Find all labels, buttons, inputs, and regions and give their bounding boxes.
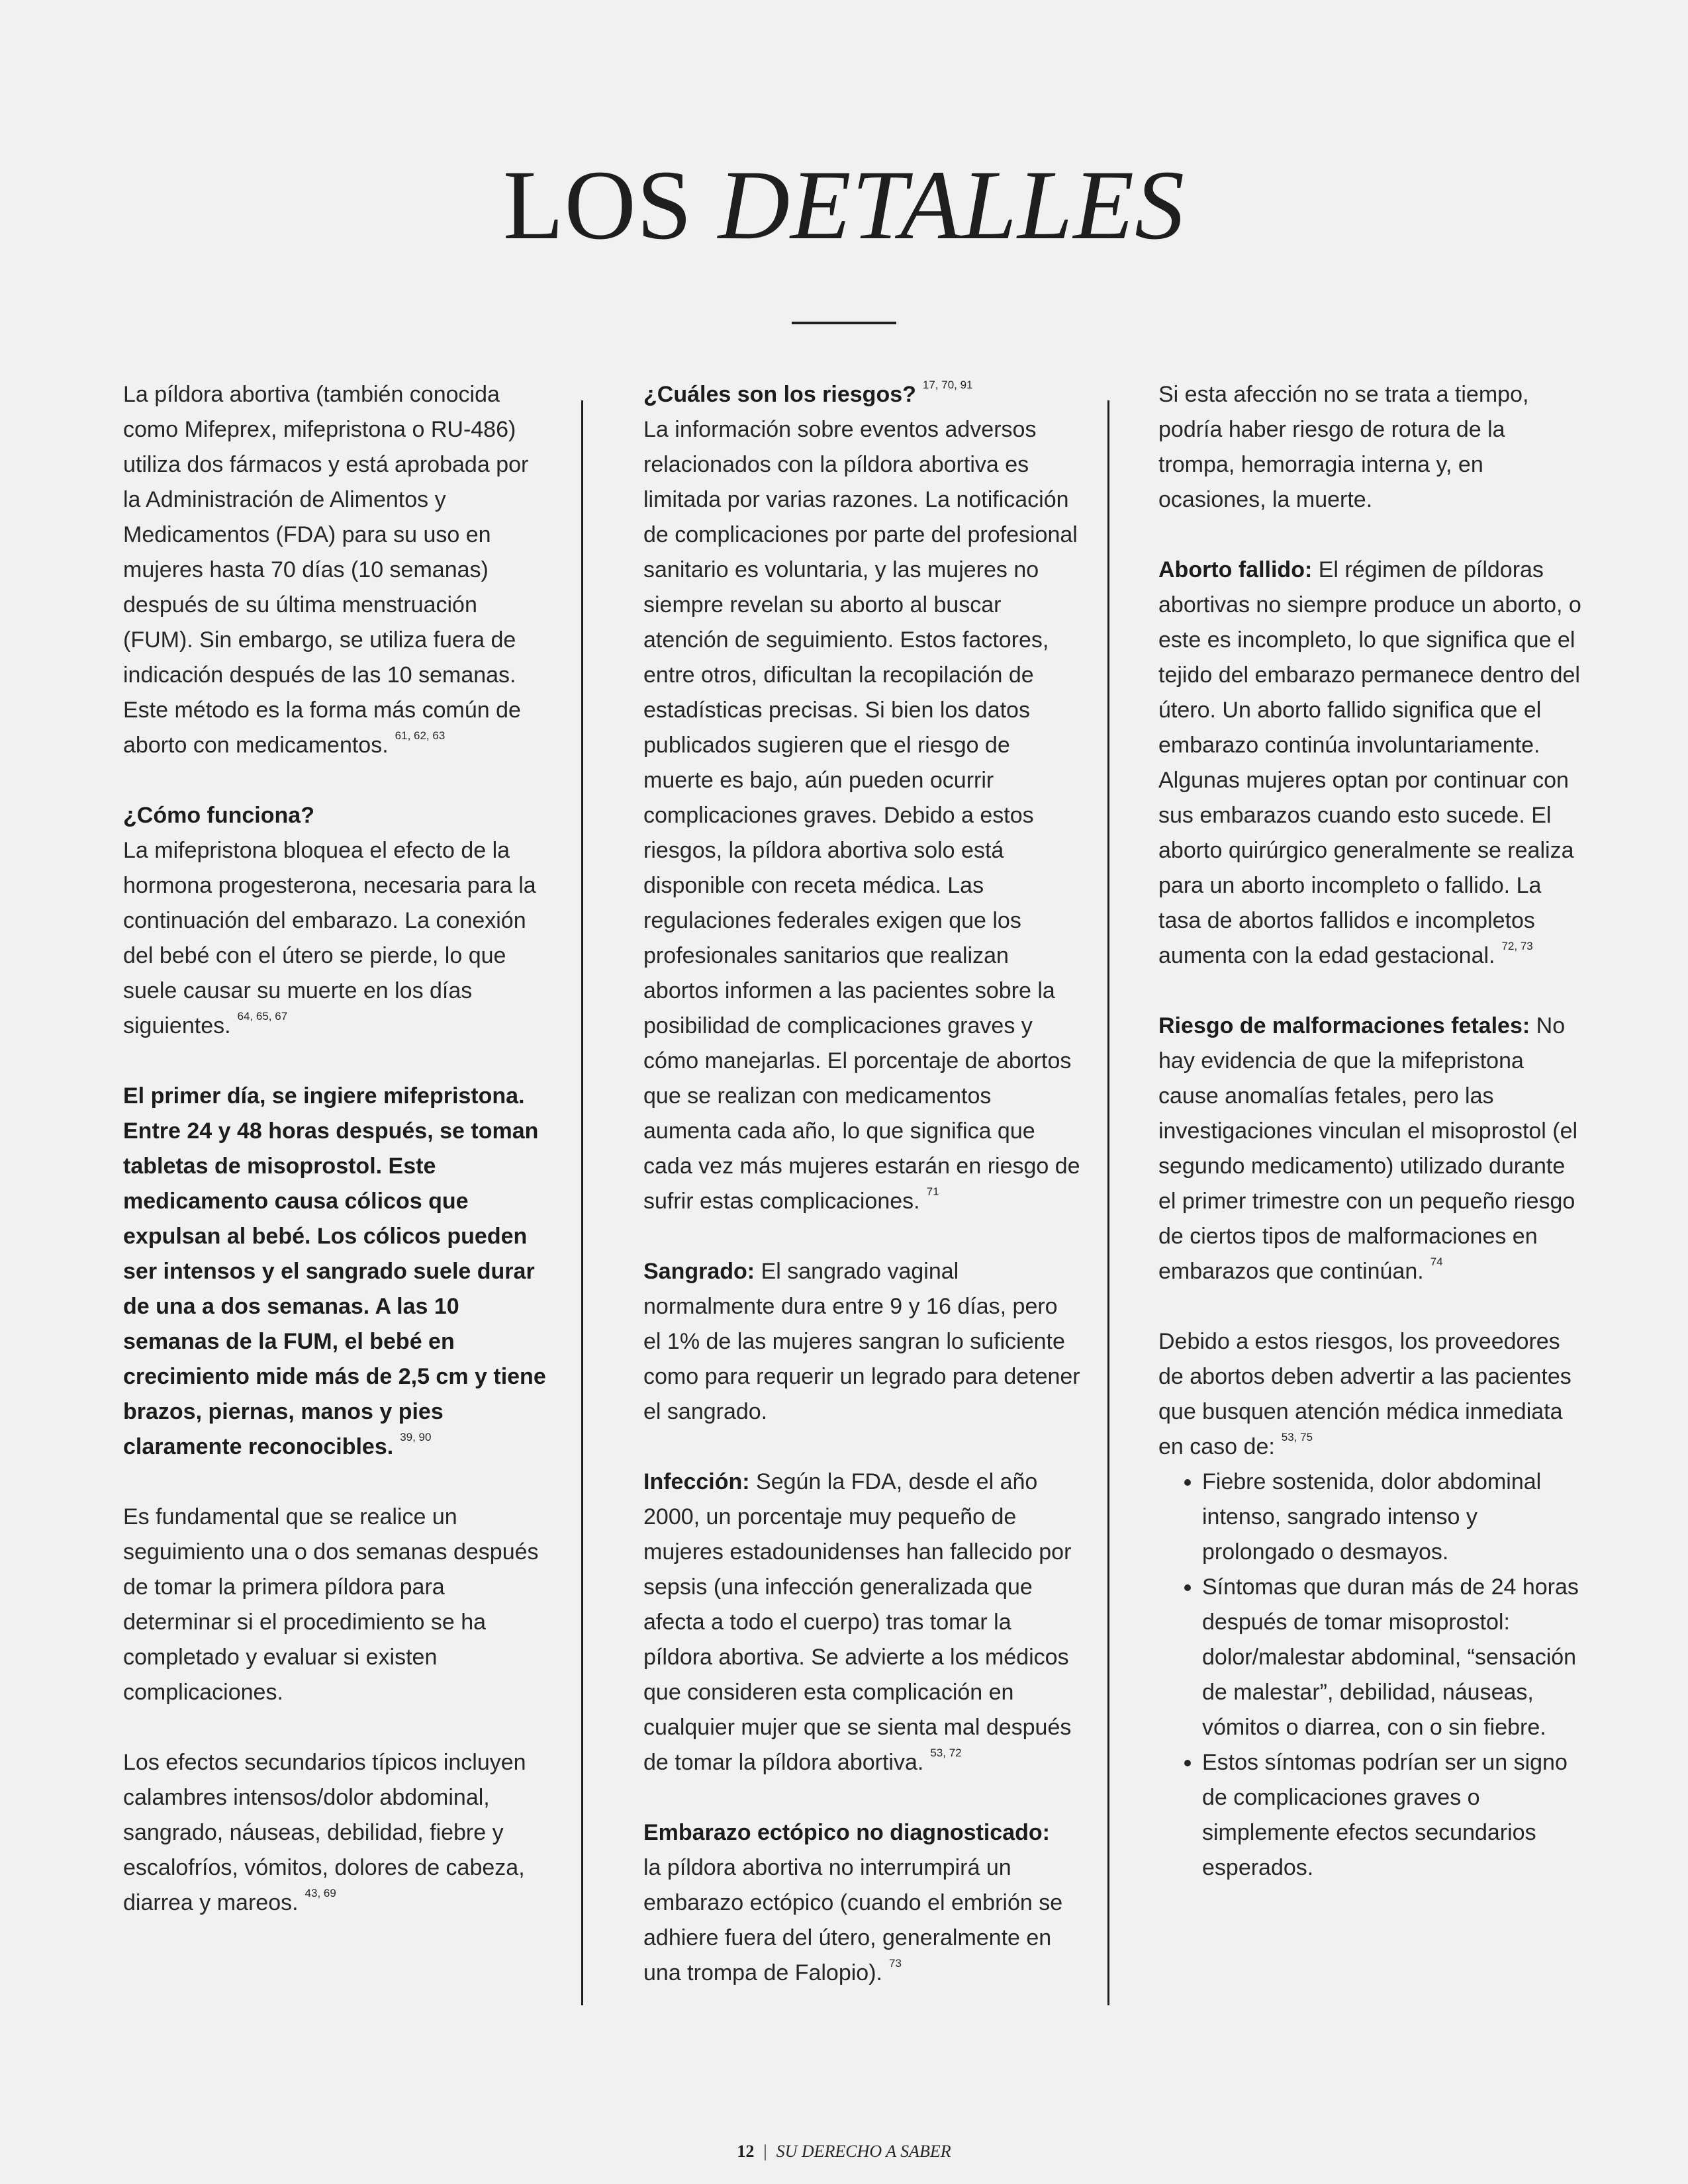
list-item: • Síntomas que duran más de 24 horas después de tomar misoprostol: dolor/malestar abdominal, “sensación de malestar”, debilidad, náuseas, vómitos o diarrea, con o sin fiebre. bbox=[1202, 1570, 1582, 1745]
timeline-paragraph: El primer día, se ingiere mifepristona. Entre 24 y 48 horas después, se toman tabletas de misoprostol. Este medicamento causa cólicos que expulsan al bebé. Los cólicos pueden ser intensos y el sangrado suele durar de una a dos semanas. A las 10 semanas de la FUM, el bebé en crecimiento mide más de 2,5 cm y tiene brazos, piernas, manos y pies claramente reconocibles. $^{39, 90}$ bbox=[123, 1083, 546, 1459]
column-1 bbox=[123, 377, 547, 1956]
list-item: • Fiebre sostenida, dolor abdominal intenso, sangrado intenso y prolongado o desmayos. bbox=[1202, 1465, 1582, 1570]
column-divider bbox=[581, 400, 583, 2005]
title-italic: DETALLES bbox=[718, 150, 1186, 260]
page-number: 12 bbox=[737, 2142, 755, 2161]
reference: 17, 70, 91 bbox=[922, 379, 973, 391]
reference: 53, 72 bbox=[930, 1747, 962, 1759]
reference: 72, 73 bbox=[1501, 940, 1533, 952]
failed-abortion-paragraph: Aborto fallido: El régimen de píldoras abortivas no siempre produce un aborto, o este es incompleto, lo que significa que el tejido del embarazo permanece dentro del útero. Un aborto fallido significa que el embarazo continúa involuntariamente. Algunas mujeres optan por continuar con sus embarazos cuando esto sucede. El aborto quirúrgico generalmente se realiza para un aborto incompleto o fallido. La tasa de abortos fallidos e incompletos aumenta con la edad gestacional. $^{72, 73}$ bbox=[1158, 557, 1581, 968]
infection-paragraph: Infección: Según la FDA, desde el año 2000, un porcentaje muy pequeño de mujeres estadounidenses han fallecido por sepsis (una infección generalizada que afecta a todo el cuerpo) tras tomar la píldora abortiva. Se advierte a los médicos que consideren esta complicación en cualquier mujer que se sienta mal después de tomar la píldora abortiva. $^{53, 72}$ bbox=[643, 1469, 1072, 1775]
ectopic-paragraph: Embarazo ectópico no diagnosticado: la píldora abortiva no interrumpirá un embarazo ectópico (cuando el embrión se adhiere fuera del útero, generalmente en una trompa de Falopio). $^{73}$ bbox=[643, 1820, 1063, 1985]
title-regular: LOS bbox=[502, 150, 693, 260]
reference: 61, 62, 63 bbox=[395, 729, 445, 742]
reference: 53, 75 bbox=[1281, 1431, 1313, 1443]
side-effects-paragraph: Los efectos secundarios típicos incluyen calambres intensos/dolor abdominal, sangrado, náuseas, debilidad, fiebre y escalofríos, vómitos, dolores de cabeza, diarrea y mareos. $^{43, 69}$ bbox=[123, 1750, 526, 1915]
warning-paragraph: Debido a estos riesgos, los proveedores de abortos deben advertir a las pacientes que busquen atención médica inmediata en caso de: $^{53, 75}$ bbox=[1158, 1329, 1571, 1459]
reference: 71 bbox=[926, 1185, 939, 1198]
ectopic-continued-paragraph: Si esta afección no se trata a tiempo, podría haber riesgo de rotura de la trompa, hemorragia interna y, en ocasiones, la muerte. bbox=[1158, 382, 1529, 512]
column-2 bbox=[643, 377, 1080, 2026]
reference: 39, 90 bbox=[400, 1431, 432, 1443]
bleeding-paragraph: Sangrado: El sangrado vaginal normalmente dura entre 9 y 16 días, pero el 1% de las mujeres sangran lo suficiente como para requerir un legrado para detener el sangrado. bbox=[643, 1259, 1080, 1424]
page-title bbox=[0, 142, 1688, 268]
malformations-paragraph: Riesgo de malformaciones fetales: No hay evidencia de que la mifepristona cause anomalías fetales, pero las investigaciones vinculan el misoprostol (el segundo medicamento) utilizado durante el primer trimestre con un pequeño riesgo de ciertos tipos de malformaciones en embarazos que continúan. $^{74}$ bbox=[1158, 1013, 1578, 1284]
reference: 43, 69 bbox=[305, 1887, 336, 1899]
list-item: • Estos síntomas podrían ser un signo de complicaciones graves o simplemente efectos secundarios esperados. bbox=[1202, 1745, 1582, 1886]
risks-section: ¿Cuáles son los riesgos? $^{17, 70, 91}$ La información sobre eventos adversos relacionados con la píldora abortiva es limitada por varias razones. La notificación de complicaciones por parte del profesional sanitario es voluntaria, y las mujeres no siempre revelan su aborto al buscar atención de seguimiento. Estos factores, entre otros, dificultan la recopilación de estadísticas precisas. Si bien los datos publicados sugieren que el riesgo de muerte es bajo, aún pueden ocurrir complicaciones graves. Debido a estos riesgos, la píldora abortiva solo está disponible con receta médica. Las regulaciones federales exigen que los profesionales sanitarios que realizan abortos informen a las pacientes sobre la posibilidad de complicaciones graves y cómo manejarlas. El porcentaje de abortos que se realizan con medicamentos aumenta cada año, lo que significa que cada vez más mujeres estarán en riesgo de sufrir estas complicaciones. $^{71}$ bbox=[643, 379, 1080, 1214]
reference: 64, 65, 67 bbox=[237, 1010, 288, 1023]
how-it-works-section: ¿Cómo funciona? La mifepristona bloquea el efecto de la hormona progesterona, necesaria para la continuación del embarazo. La conexión del bebé con el útero se pierde, lo que suele causar su muerte en los días siguientes. $^{64, 65, 67}$ bbox=[123, 803, 536, 1038]
followup-paragraph: Es fundamental que se realice un seguimiento una o dos semanas después de tomar la primera píldora para determinar si el procedimiento se ha completado y evaluar si existen complicaciones. bbox=[123, 1504, 539, 1705]
reference: 73 bbox=[888, 1957, 902, 1970]
footer-separator: | bbox=[763, 2142, 767, 2161]
title-divider bbox=[792, 322, 896, 324]
intro-paragraph: La píldora abortiva (también conocida como Mifeprex, mifepristona o RU-486) utiliza dos fármacos y está aprobada por la Administración de Alimentos y Medicamentos (FDA) para su uso en mujeres hasta 70 días (10 semanas) después de su última menstruación (FUM). Sin embargo, se utiliza fuera de indicación después de las 10 semanas. Este método es la forma más común de aborto con medicamentos. $^{61, 62, 63}$ bbox=[123, 382, 529, 758]
reference: 74 bbox=[1430, 1255, 1443, 1268]
section-heading: ¿Cómo funciona? bbox=[123, 803, 314, 828]
warning-list bbox=[1158, 1465, 1582, 1886]
section-heading: ¿Cuáles son los riesgos? bbox=[643, 382, 916, 407]
publication-name: SU DERECHO A SABER bbox=[776, 2142, 951, 2161]
column-divider bbox=[1107, 400, 1109, 2005]
column-3 bbox=[1158, 377, 1582, 1886]
page-footer bbox=[0, 2142, 1688, 2161]
